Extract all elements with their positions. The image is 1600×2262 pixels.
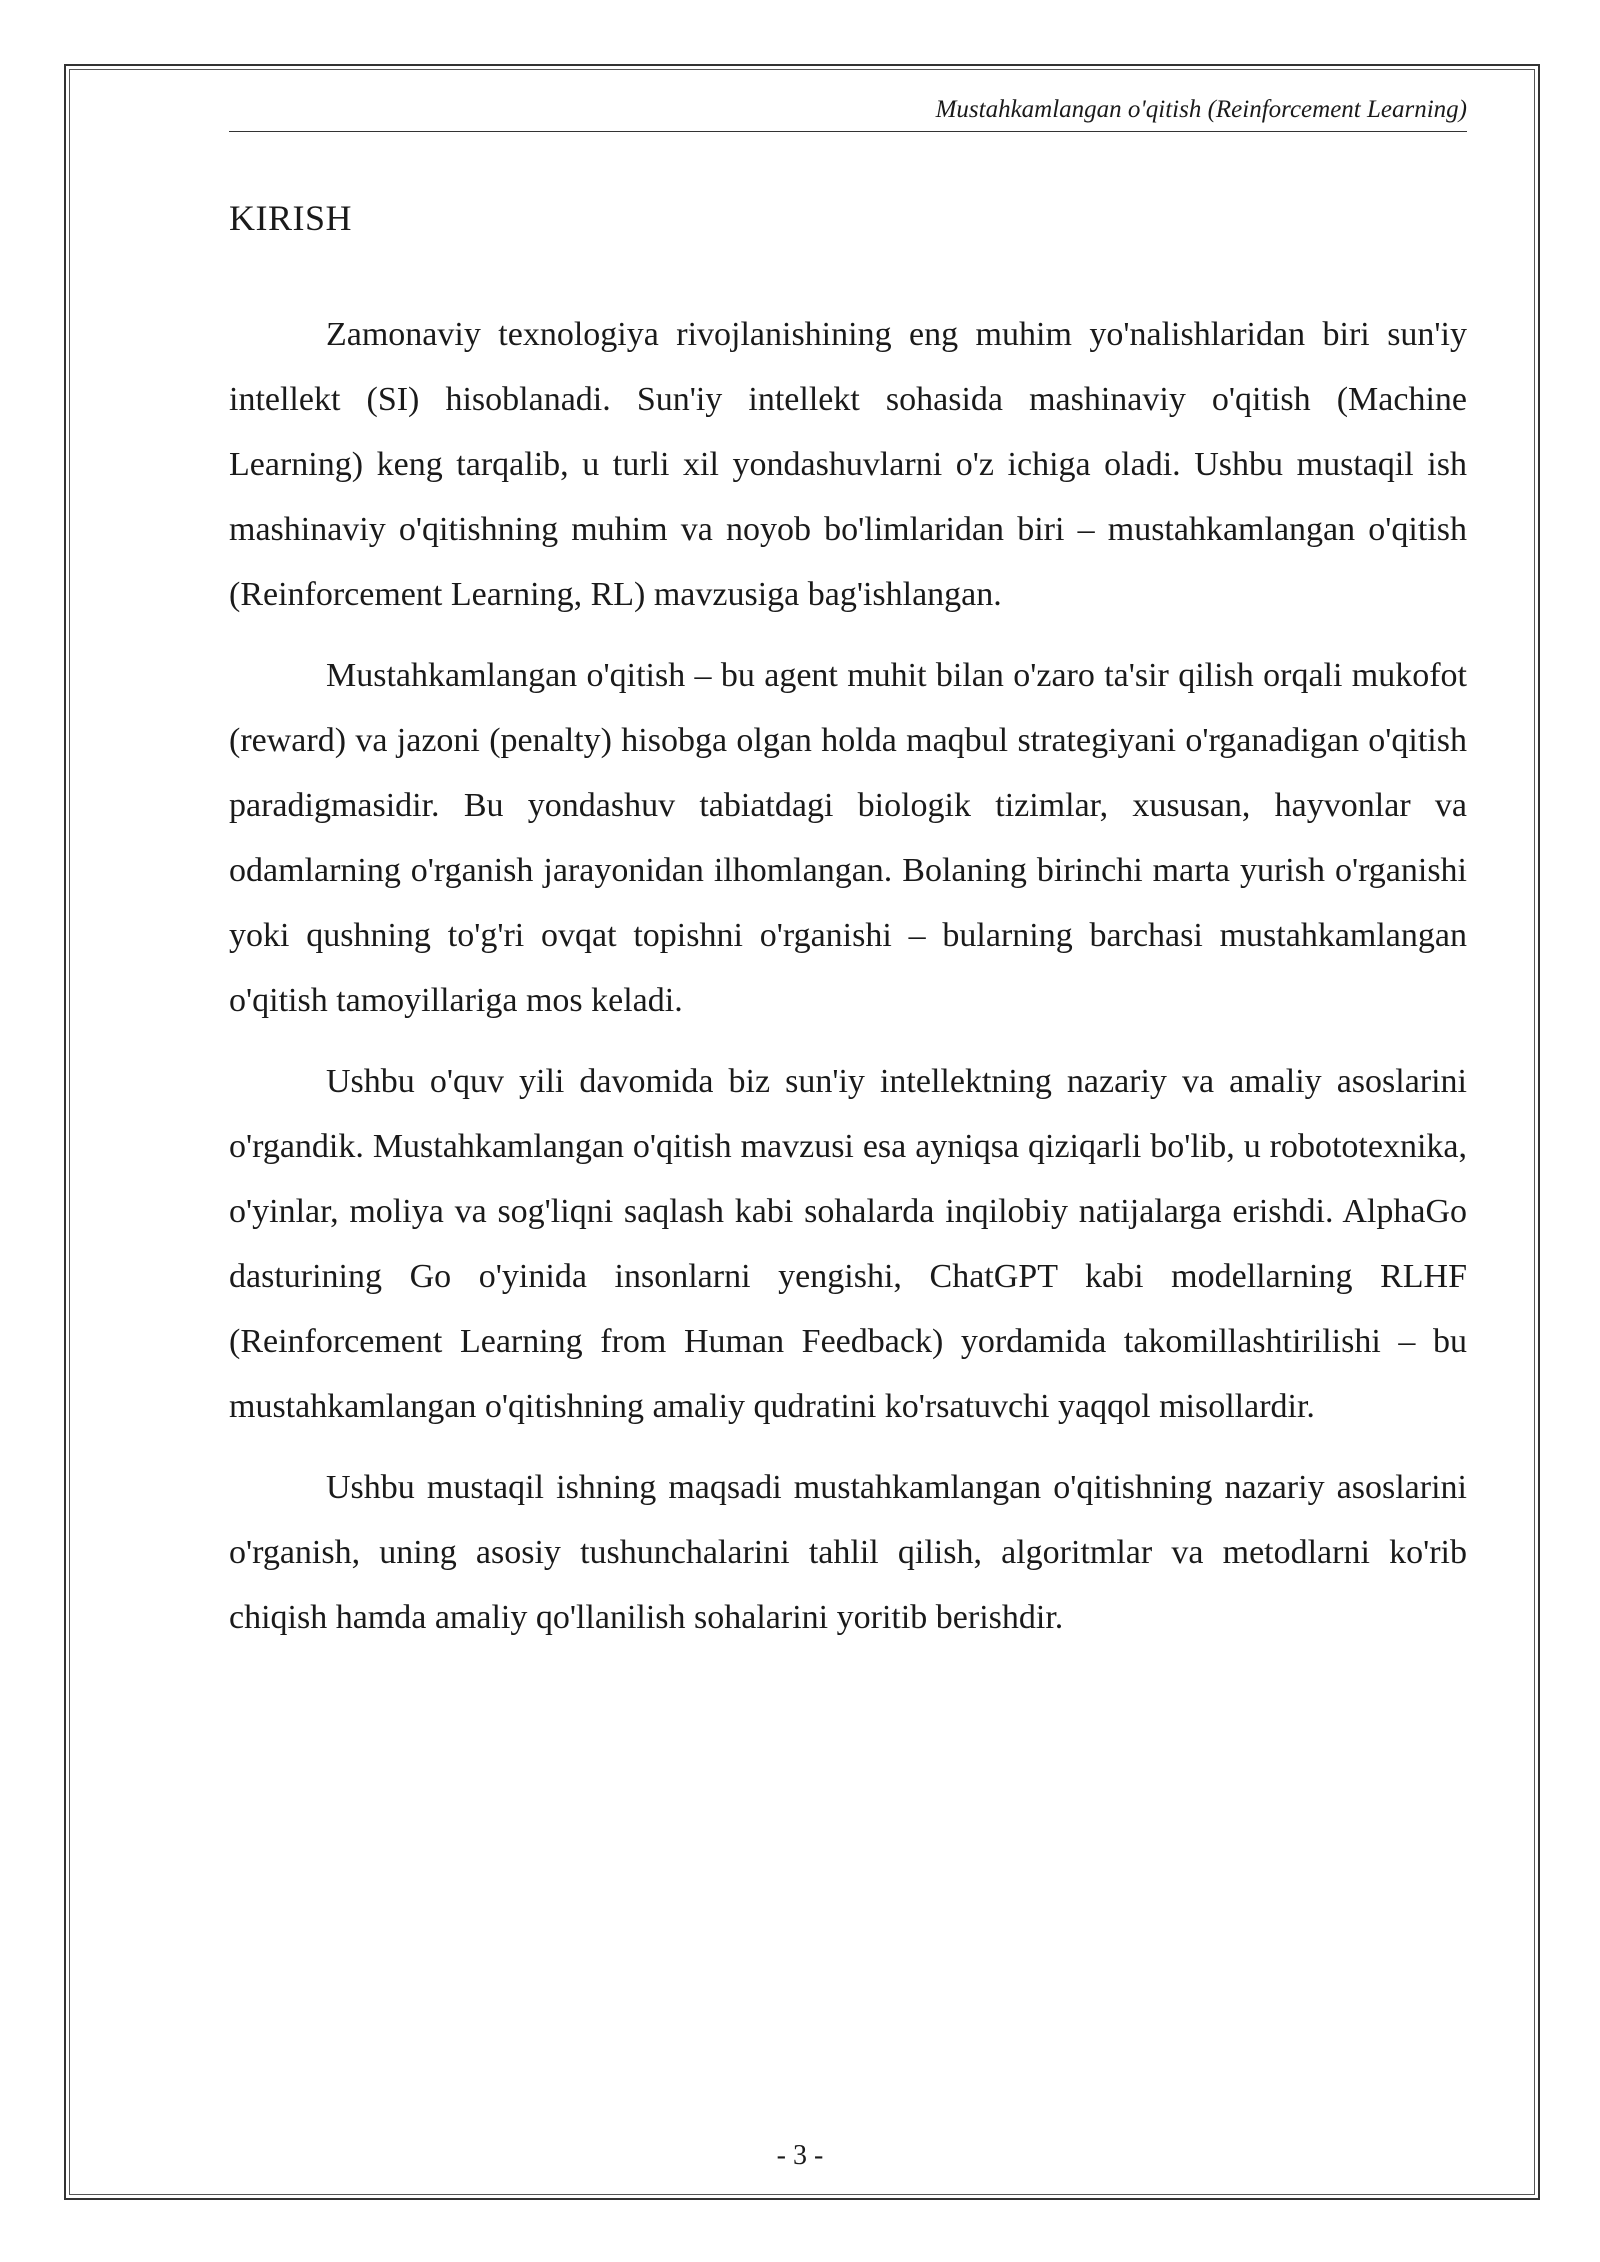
paragraph-2: Mustahkamlangan o'qitish – bu agent muhit bilan o'zaro ta'sir qilish orqali mukofot (reward) va jazoni (penalty) hisobga olgan holda maqbul strategiyani o'rganadigan o'qitish paradigmasidir. Bu yondashuv tabiatdagi biologik tizimlar, xususan, hayvonlar va odamlarning o'rganish jarayonidan ilhomlangan. Bolaning birinchi marta yurish o'rganishi yoki qushning to'g'ri ovqat topishni o'rganishi – bularning barchasi mustahkamlangan o'qitish tamoyillariga mos keladi. (229, 657, 1467, 1019)
page-number: - 3 - (776, 2140, 824, 2171)
page-body (229, 190, 1467, 1666)
running-header: Mustahkamlangan o'qitish (Reinforcement Learning) (229, 93, 1467, 132)
paragraph-1: Zamonaviy texnologiya rivojlanishining eng muhim yo'nalishlaridan biri sun'iy intellekt (SI) hisoblanadi. Sun'iy intellekt sohasida mashinaviy o'qitish (Machine Learning) keng tarqalib, u turli xil yondashuvlarni o'z ichiga oladi. Ushbu mustaqil ish mashinaviy o'qitishning muhim va noyob bo'limlaridan biri – mustahkamlangan o'qitish (Reinforcement Learning, RL) mavzusiga bag'ishlangan. (229, 316, 1467, 613)
paragraph-4: Ushbu mustaqil ishning maqsadi mustahkamlangan o'qitishning nazariy asoslarini o'rganish, uning asosiy tushunchalarini tahlil qilish, algoritmlar va metodlarni ko'rib chiqish hamda amaliy qo'llanilish sohalarini yoritib berishdir. (229, 1469, 1467, 1636)
section-title: KIRISH (229, 198, 353, 238)
paragraph-3: Ushbu o'quv yili davomida biz sun'iy intellektning nazariy va amaliy asoslarini o'rgandik. Mustahkamlangan o'qitish mavzusi esa ayniqsa qiziqarli bo'lib, u robototexnika, o'yinlar, moliya va sog'liqni saqlash kabi sohalarda inqilobiy natijalarga erishdi. AlphaGo dasturining Go o'yinida insonlarni yengishi, ChatGPT kabi modellarning RLHF (Reinforcement Learning from Human Feedback) yordamida takomillashtirilishi – bu mustahkamlangan o'qitishning amaliy qudratini ko'rsatuvchi yaqqol misollardir. (229, 1063, 1467, 1425)
